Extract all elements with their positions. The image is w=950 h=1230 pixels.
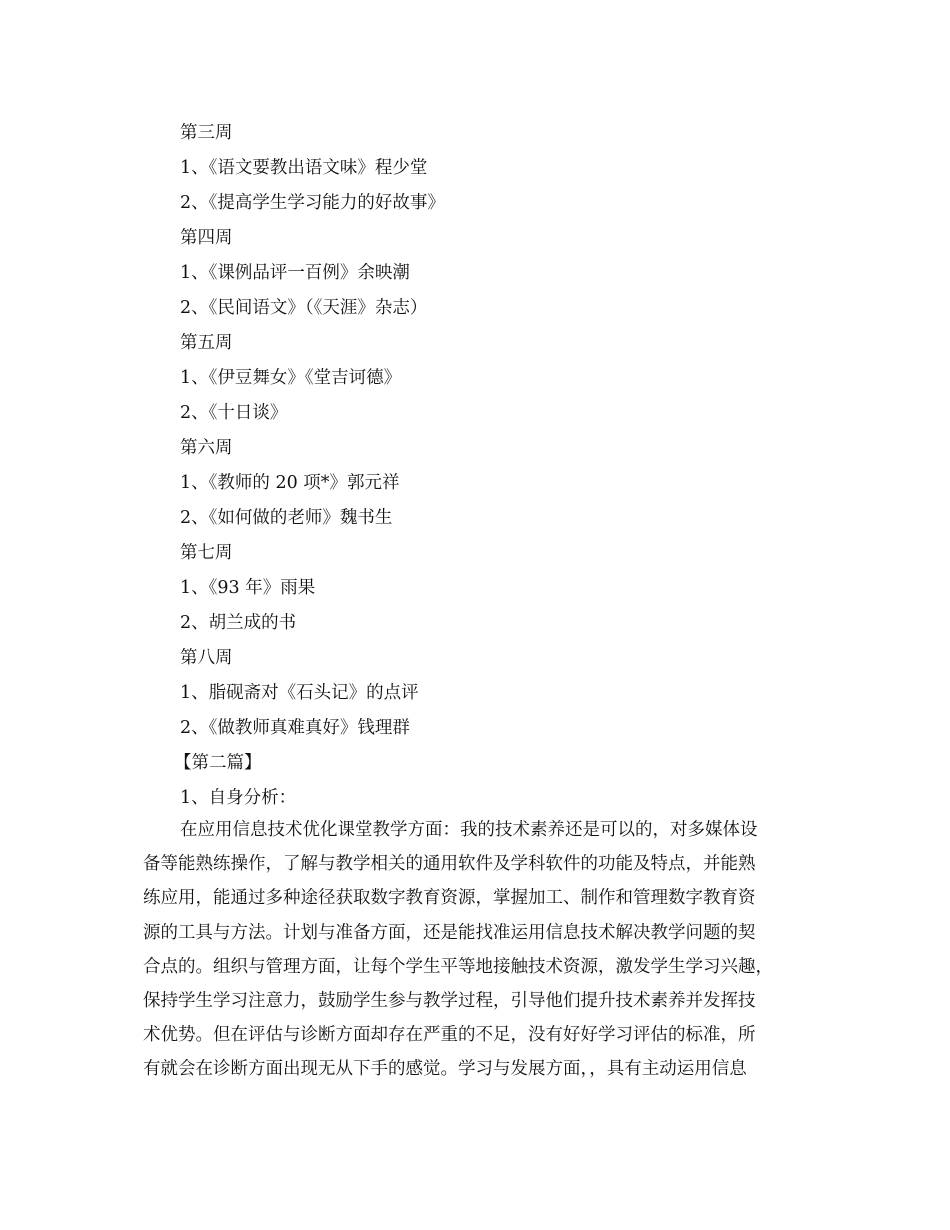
paragraph-line: 保持学生学习注意力，鼓励学生参与教学过程，引导他们提升技术素养并发挥技: [143, 990, 756, 1011]
list-item: 1、脂砚斋对《石头记》的点评: [180, 683, 419, 703]
section-title: 【第二篇】: [174, 753, 262, 773]
reading-list: [174, 116, 820, 816]
week-title: 第五周: [180, 333, 233, 353]
list-item: 1、《93 年》雨果: [180, 578, 316, 598]
paragraph-line: 源的工具与方法。计划与准备方面，还是能找准运用信息技术解决教学问题的契: [143, 922, 756, 943]
list-item: 2、《民间语文》（《天涯》杂志）: [180, 298, 428, 318]
list-item: 2、《做教师真难真好》钱理群: [180, 718, 410, 738]
list-item: 2、《提高学生学习能力的好故事》: [180, 193, 445, 213]
week-title: 第八周: [180, 648, 233, 668]
list-item: 2、《如何做的老师》魏书生: [180, 508, 393, 528]
week-title: 第六周: [180, 438, 233, 458]
list-item: 2、《十日谈》: [180, 403, 288, 423]
list-item: 1、《伊豆舞女》《堂吉诃德》: [180, 368, 402, 388]
paragraph-line: 在应用信息技术优化课堂教学方面：我的技术素养还是可以的，对多媒体设: [180, 820, 758, 840]
list-item: 1、《教师的 20 项*》郭元祥: [180, 473, 400, 493]
paragraph-line: 有就会在诊断方面出现无从下手的感觉。学习与发展方面，，具有主动运用信息: [143, 1059, 747, 1080]
list-item: 2、胡兰成的书: [180, 613, 297, 633]
week-title: 第四周: [180, 228, 233, 248]
paragraph-line: 练应用，能通过多种途径获取数字教育资源，掌握加工、制作和管理数字教育资: [143, 888, 756, 909]
sub-title: 1、自身分析：: [180, 788, 297, 808]
paragraph-line: 合点的。组织与管理方面，让每个学生平等地接触技术资源，激发学生学习兴趣，: [143, 956, 773, 977]
list-item: 1、《语文要教出语文味》程少堂: [180, 158, 428, 178]
week-title: 第三周: [180, 123, 233, 143]
list-item: 1、《课例品评一百例》余映潮: [180, 263, 410, 283]
body-paragraph: [143, 813, 813, 1087]
paragraph-line: 术优势。但在评估与诊断方面却存在严重的不足，没有好好学习评估的标准，所: [143, 1025, 756, 1046]
paragraph-line: 备等能熟练操作，了解与教学相关的通用软件及学科软件的功能及特点，并能熟: [143, 854, 756, 875]
week-title: 第七周: [180, 543, 233, 563]
